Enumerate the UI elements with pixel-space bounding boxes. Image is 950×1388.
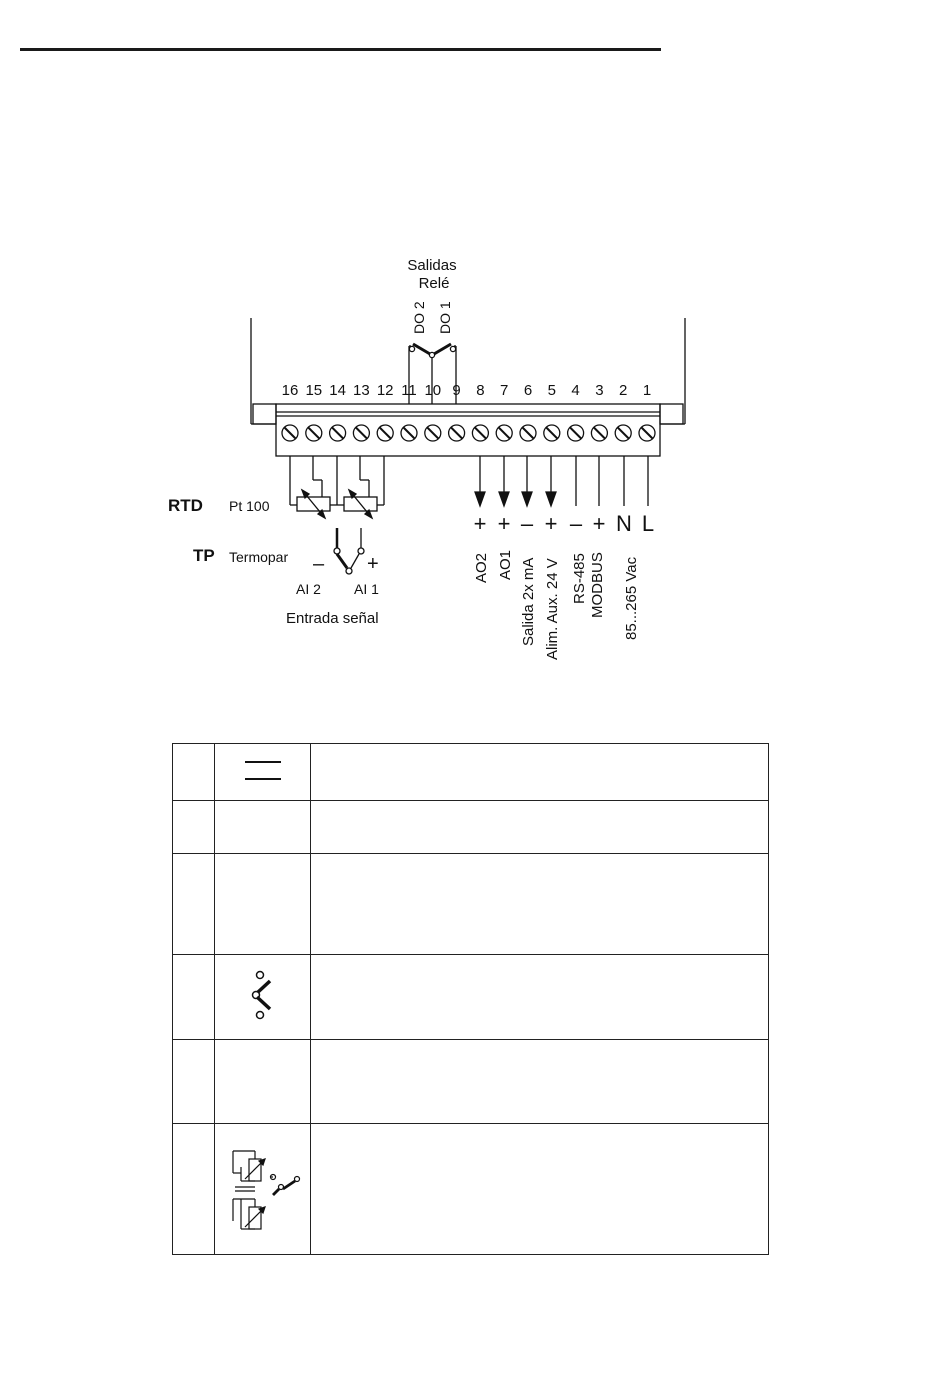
legend-row [173,1040,769,1124]
terminal-screw [330,425,346,441]
relay-outputs-label-line1: Salidas [407,257,457,274]
terminal-screw [401,425,417,441]
polarity-mark: – [569,511,583,536]
mains-supply-label: 85...265 Vac [623,556,640,640]
terminal-number: 1 [642,382,652,399]
polarity-mark: + [473,511,487,536]
terminal-number: 9 [452,382,461,399]
ai1-label: AI 1 [354,581,379,597]
polarity-mark: + [544,511,558,536]
terminal-number: 2 [619,382,628,399]
modbus-label: MODBUS [589,552,606,618]
legend-text-cell [311,854,769,955]
terminal-number: 13 [353,382,370,399]
do2-label: DO 2 [411,301,427,334]
rtd-tp-inputs [168,456,384,627]
legend-index-cell [173,1040,215,1124]
symbol-legend-table [172,743,769,1255]
ao2-label: AO2 [473,552,490,583]
terminal-screw [353,425,369,441]
legend-index-cell [173,801,215,854]
legend-symbol-cell [215,801,311,854]
ai2-label: AI 2 [296,581,321,597]
legend-index-cell [173,955,215,1040]
terminal-number: 11 [401,382,417,399]
polarity-mark: + [497,511,511,536]
terminal-number: 12 [376,382,394,399]
equals-icon [245,757,281,783]
terminal-number: 6 [523,382,533,399]
analog-output-label: Salida 2x mA [520,557,537,646]
aux-supply-label: Alim. Aux. 24 V [544,558,561,660]
terminal-number: 5 [547,382,556,399]
terminal-number: 15 [305,382,323,399]
tp-minus-sign: – [313,553,325,575]
polarity-mark: – [520,511,534,536]
legend-symbol-cell [215,854,311,955]
terminal-screw [282,425,298,441]
polarity-mark: N [616,511,632,536]
terminal-number: 8 [476,382,485,399]
terminal-screw [449,425,465,441]
terminal-number: 10 [424,382,442,399]
terminal-screw [639,425,655,441]
tp-sub-label: Termopar [229,549,289,565]
terminal-screw [306,425,322,441]
ao1-label: AO1 [497,549,514,580]
do1-label: DO 1 [437,301,453,334]
legend-index-cell [173,854,215,955]
terminal-number: 7 [500,382,509,399]
legend-symbol-cell [215,744,311,801]
tp-plus-sign: + [367,553,379,575]
output-wires [475,456,648,506]
legend-symbol-cell [215,1040,311,1124]
rtd-tc-input-icon [221,1137,305,1237]
terminal-screw [377,425,393,441]
terminal-number: 3 [595,382,604,399]
terminal-screw [544,425,560,441]
legend-row [173,1124,769,1255]
legend-text-cell [311,1124,769,1255]
housing-outline [251,318,685,424]
rs485-label: RS-485 [571,553,588,604]
legend-row [173,955,769,1040]
polarity-mark: L [641,511,655,536]
terminal-screw [615,425,631,441]
terminal-screw [568,425,584,441]
rtd-sub-label: Pt 100 [229,498,270,514]
legend-row [173,744,769,801]
legend-index-cell [173,744,215,801]
terminal-number: 14 [329,382,346,399]
signal-input-label: Entrada señal [286,610,379,627]
terminal-number: 4 [571,382,580,399]
legend-symbol-cell [215,955,311,1040]
legend-index-cell [173,1124,215,1255]
relay-outputs-label-line2: Relé [418,275,450,292]
legend-row [173,801,769,854]
terminal-screw [591,425,607,441]
terminal-number: 16 [281,382,299,399]
polarity-mark: + [592,511,606,536]
terminal-screw [496,425,512,441]
legend-text-cell [311,1040,769,1124]
tp-label: TP [193,546,215,565]
relay-contact-icon [248,967,278,1023]
legend-row [173,854,769,955]
rtd-label: RTD [168,496,203,515]
terminal-block [276,404,660,456]
legend-symbol-cell [215,1124,311,1255]
legend-text-cell [311,744,769,801]
terminal-screw [472,425,488,441]
terminal-screw [425,425,441,441]
legend-text-cell [311,955,769,1040]
legend-text-cell [311,801,769,854]
terminal-screw [520,425,536,441]
